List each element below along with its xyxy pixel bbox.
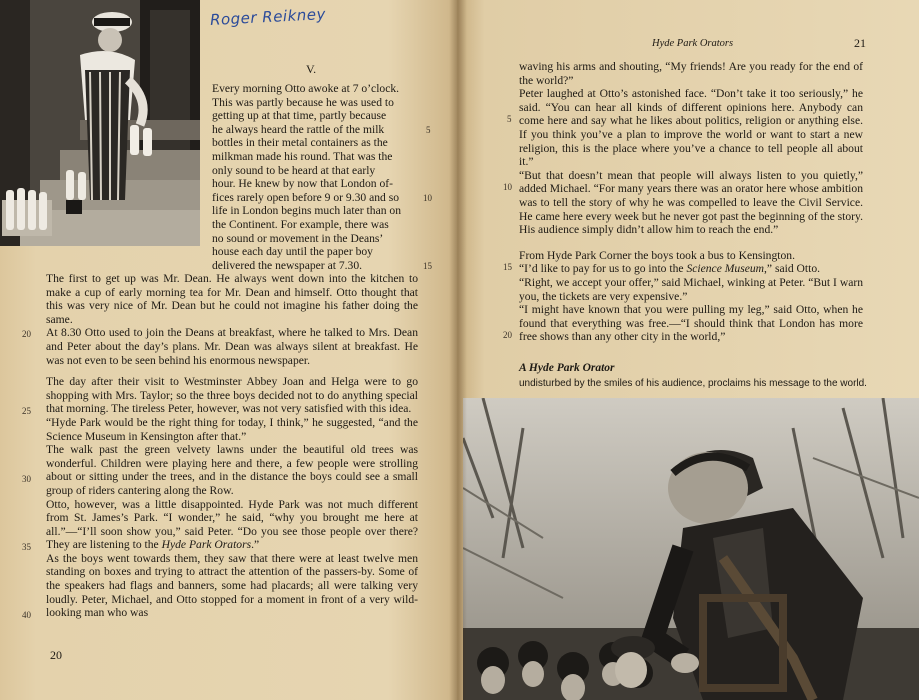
italic-term: Hyde Park Orators	[161, 538, 252, 552]
text-line: milkman made his round. That was the	[212, 149, 393, 163]
paragraph: “I might have known that you were pulling my leg,” said Otto, when he found that everything was free.—“I should think that London has more free shows than any other city in the world,”	[519, 303, 863, 344]
line-number: 15	[503, 262, 512, 272]
line-number: 20	[503, 330, 512, 340]
left-body-column	[46, 272, 418, 620]
paragraph: At 8.30 Otto used to join the Deans at breakfast, where he talked to Mrs. Dean and Peter about the day’s plans. Mr. Dean was always silent at breakfast. He was not even to be seen behind his enormous newspaper.	[46, 326, 418, 367]
paragraph: As the boys went towards them, they saw that there were at least twelve men standing on boxes and trying to attract the attention of the passers-by. Some of the speakers had flags and banners, some had placards; all were talking very loudly. Peter, Michael, and Otto stopped for a moment in front of a very wild-looking man who was	[46, 551, 418, 620]
line-number: 5	[507, 114, 512, 124]
text-line: fices rarely open before 9 or 9.30 and so	[212, 190, 400, 204]
line-number: 10	[423, 193, 432, 203]
text-line: no sound or movement in the Deans’	[212, 231, 384, 245]
text-run: “I’d like to pay for us to go into the	[519, 262, 687, 276]
book-gutter	[449, 0, 467, 700]
left-page	[0, 0, 457, 700]
milkman-photo	[0, 0, 200, 246]
text-run: .”	[251, 538, 260, 552]
left-top-column	[212, 82, 418, 272]
text-line: only sound to be heard at that early	[212, 163, 376, 177]
orator-illustration	[463, 398, 919, 700]
line-number: 25	[22, 406, 31, 416]
text-line: hour. He knew by now that London of-	[212, 177, 393, 191]
text-line: Every morning Otto awoke at 7 o’clock.	[212, 82, 400, 95]
paragraph: “Right, we accept your offer,” said Michael, winking at Peter. “But I warn you, the tickets are very expensive.”	[519, 275, 863, 303]
text-line: bottles in their metal containers as the	[212, 136, 388, 150]
paragraph	[519, 249, 863, 263]
paragraph: The first to get up was Mr. Dean. He always went down into the kitchen to make a cup of early morning tea for Mr. Dean and himself. Otto thought that this was very nice of Mr. Dean but he could not imagine his father doing the same.	[46, 272, 418, 326]
milkman-illustration	[0, 0, 200, 246]
right-page	[457, 0, 919, 700]
paragraph: The day after their visit to Westminster Abbey Joan and Helga were to go shopping with Mrs. Taylor; so the three boys decided not to do anything special that morning. The tireless Peter, however, was not very satisfied with this idea.	[46, 375, 418, 416]
text-run: Otto, however, was a little disappointed. Hyde Park was not much different from St. James’s Park. “I wonder,” he said, “why you brought me here at all.”—“I’ll soon show you,” said Peter. “Do you see those people over there? They are listening to the	[46, 497, 418, 552]
paragraph: The walk past the green velvety lawns under the beautiful old trees was wonderful. Children were playing here and there, a few people were strolling about or sitting under the trees, and in the distance the boys could see a small group of riders cantering along the Row.	[46, 443, 418, 497]
line-number: 30	[22, 474, 31, 484]
paragraph: waving his arms and shouting, “My friends! Are you ready for the end of the world?”	[519, 60, 863, 87]
text-line: house each day until the paper boy	[212, 245, 373, 259]
right-body-column	[519, 60, 863, 344]
orator-photo	[463, 398, 919, 700]
paragraph: Peter laughed at Otto’s astonished face. “Don’t take it too seriously,” he said. “You can hear all kinds of different opinions here. Anybody can come here and say what he likes about politics, religion or anything else. If you think you’ve a plan to improve the world or want to start a new religion, this is the place where you’ve a chance to tell people all about it.”	[519, 87, 863, 169]
line-number: 10	[503, 182, 512, 192]
text-line: This was partly because he was used to	[212, 95, 394, 109]
line-number: 40	[22, 610, 31, 620]
paragraph: “But that doesn’t mean that people will always listen to you quietly,” added Michael. “For many years there was an orator here whose ambition was to tell the story of why he was compelled to leave the Civil Service. He came here every week but he never got past the beginning of the story. His audience simply didn’t allow him to reach the end.”	[519, 168, 863, 237]
page-number-left: 20	[50, 648, 62, 662]
text-line: life in London begins much later than on	[212, 204, 401, 218]
line-number: 5	[426, 125, 431, 135]
line-number: 35	[22, 542, 31, 552]
paragraph: “Hyde Park would be the right thing for today, I think,” he suggested, “and the Science Museum in Kensington after that.”	[46, 415, 418, 443]
line-number: 20	[22, 329, 31, 339]
handwritten-annotation: Roger Reikney	[209, 4, 327, 30]
caption-title: A Hyde Park Orator	[519, 362, 615, 374]
page-number-right: 21	[854, 36, 866, 50]
italic-term: Science Museum	[686, 262, 765, 276]
text-run: From Hyde Park Corner the boys took a bus to Kensington.	[519, 248, 795, 262]
text-run: ,” said Otto.	[764, 262, 821, 276]
text-line: he always heard the rattle of the milk	[212, 122, 385, 136]
paragraph	[46, 498, 418, 552]
photo-caption: undisturbed by the smiles of his audience, proclaims his message to the world.	[519, 378, 867, 389]
chapter-heading: V.	[306, 62, 317, 76]
text-line: delivered the newspaper at 7.30.	[212, 258, 363, 272]
paragraph	[519, 262, 863, 276]
running-head: Hyde Park Orators	[652, 38, 734, 49]
text-line: the Continent. For example, there was	[212, 217, 389, 231]
text-line: getting up at that time, partly because	[212, 109, 387, 123]
line-number: 15	[423, 261, 432, 271]
